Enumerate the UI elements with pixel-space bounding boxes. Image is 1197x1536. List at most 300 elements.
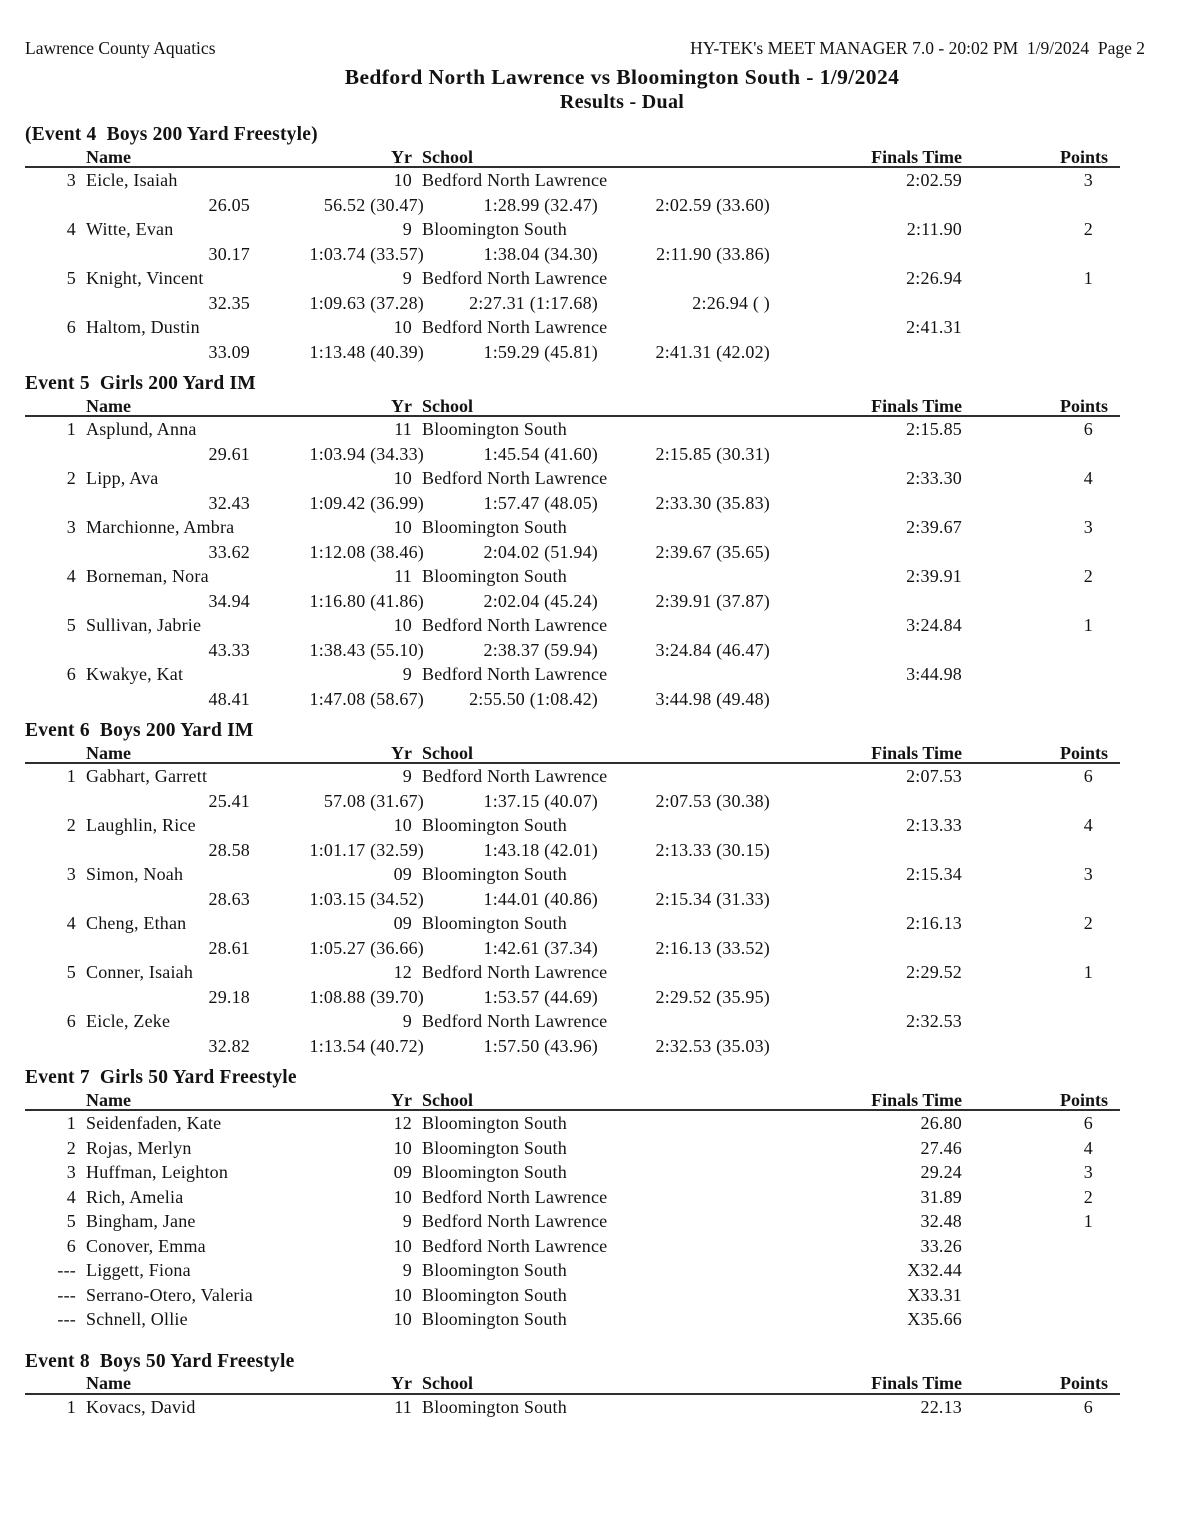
finals-time-value: 31.89 <box>920 1186 962 1207</box>
place-value: 5 <box>66 268 76 288</box>
place-value: 6 <box>66 1235 76 1256</box>
result-row <box>25 1395 1197 1420</box>
place-value: 2 <box>66 468 76 488</box>
swimmer-school: Bedford North Lawrence <box>422 962 608 982</box>
result-row <box>25 613 1197 638</box>
split-1: 29.18 <box>208 986 250 1007</box>
split-4: 2:15.85 (30.31) <box>655 443 770 464</box>
split-4: 2:29.52 (35.95) <box>655 986 770 1007</box>
swimmer-year: 11 <box>394 419 412 439</box>
col-name: Name <box>86 1373 131 1393</box>
split-4: 2:11.90 (33.86) <box>656 243 770 264</box>
swimmer-year: 10 <box>393 170 412 190</box>
swimmer-year: 10 <box>393 517 412 537</box>
split-1: 33.62 <box>208 541 250 562</box>
swimmer-name: Borneman, Nora <box>86 566 209 586</box>
col-place-spacer <box>25 148 76 167</box>
col-finals-time: Finals Time <box>871 742 962 763</box>
swimmer-year: 10 <box>393 468 412 488</box>
points-value: 1 <box>1083 268 1093 288</box>
splits-row <box>25 340 1197 365</box>
swimmer-year: 10 <box>393 1186 412 1207</box>
split-2: 1:05.27 (36.66) <box>309 937 424 958</box>
result-row <box>25 1283 1197 1308</box>
split-3: 1:38.04 (34.30) <box>483 243 598 264</box>
split-4: 2:07.53 (30.38) <box>655 790 770 811</box>
place-value: 6 <box>66 317 76 337</box>
splits-row <box>25 789 1197 814</box>
split-2: 1:47.08 (58.67) <box>309 688 424 709</box>
swimmer-name: Haltom, Dustin <box>86 317 200 337</box>
points-value: 1 <box>1083 1211 1093 1231</box>
event-rows <box>0 417 1197 711</box>
splits-row <box>25 838 1197 863</box>
split-2: 1:09.42 (36.99) <box>309 492 424 513</box>
place-value: 5 <box>66 615 76 635</box>
event-title: Event 6 Boys 200 Yard IM <box>25 720 254 741</box>
place-value: --- <box>57 1309 76 1329</box>
swimmer-year: 12 <box>393 1113 412 1133</box>
finals-time-value: 2:11.90 <box>906 219 962 239</box>
split-2: 1:09.63 (37.28) <box>309 292 424 313</box>
result-row <box>25 1111 1197 1136</box>
col-place-spacer <box>25 744 76 763</box>
split-2: 1:13.54 (40.72) <box>309 1035 424 1056</box>
result-row <box>25 1185 1197 1210</box>
event-section <box>0 123 1197 364</box>
swimmer-year: 10 <box>393 317 412 337</box>
swimmer-name: Gabhart, Garrett <box>86 766 208 786</box>
swimmer-year: 10 <box>393 615 412 635</box>
event-rows <box>0 1111 1197 1332</box>
split-4: 2:32.53 (35.03) <box>655 1035 770 1056</box>
swimmer-name: Asplund, Anna <box>86 419 197 439</box>
col-points: Points <box>1059 395 1108 416</box>
splits-row <box>25 589 1197 614</box>
result-row <box>25 217 1197 242</box>
split-4: 2:39.67 (35.65) <box>655 541 770 562</box>
swimmer-name: Conner, Isaiah <box>86 962 194 982</box>
finals-time-value: 2:15.85 <box>906 419 962 439</box>
place-value: 4 <box>66 566 76 586</box>
swimmer-name: Schnell, Ollie <box>86 1309 188 1329</box>
place-value: 4 <box>66 219 76 239</box>
swimmer-school: Bloomington South <box>422 517 567 537</box>
swimmer-school: Bedford North Lawrence <box>422 1186 608 1207</box>
col-points: Points <box>1059 146 1108 167</box>
place-value: 6 <box>66 664 76 684</box>
split-3: 2:27.31 (1:17.68) <box>469 292 598 313</box>
points-value: 3 <box>1083 170 1093 190</box>
result-row <box>25 862 1197 887</box>
split-3: 1:45.54 (41.60) <box>483 443 598 464</box>
swimmer-year: 11 <box>394 1396 412 1417</box>
swimmer-school: Bloomington South <box>422 419 567 439</box>
col-name: Name <box>86 146 131 167</box>
finals-time-value: X35.66 <box>907 1309 962 1329</box>
events <box>0 123 1197 1419</box>
title-block <box>0 65 1197 115</box>
split-3: 1:53.57 (44.69) <box>483 986 598 1007</box>
col-name: Name <box>86 1089 131 1110</box>
col-yr: Yr <box>391 395 412 416</box>
result-row <box>25 662 1197 687</box>
result-row <box>25 1209 1197 1234</box>
swimmer-year: 9 <box>402 1211 412 1231</box>
swimmer-year: 10 <box>393 815 412 835</box>
finals-time-value: 2:26.94 <box>906 268 962 288</box>
place-value: 1 <box>66 1396 76 1417</box>
split-1: 30.17 <box>208 243 250 264</box>
event-section <box>0 1350 1197 1420</box>
licensee-name: Lawrence County Aquatics <box>25 38 216 58</box>
split-4: 2:39.91 (37.87) <box>655 590 770 611</box>
splits-row <box>25 638 1197 663</box>
split-2: 1:03.94 (34.33) <box>309 443 424 464</box>
split-1: 34.94 <box>208 590 250 611</box>
points-value: 3 <box>1083 864 1093 884</box>
column-header-row <box>25 1374 1120 1395</box>
result-row <box>25 911 1197 936</box>
split-3: 1:57.47 (48.05) <box>483 492 598 513</box>
swimmer-year: 9 <box>402 219 412 239</box>
split-4: 2:02.59 (33.60) <box>655 194 770 215</box>
event-rows <box>0 168 1197 364</box>
points-value <box>962 1234 1108 1259</box>
result-row <box>25 1136 1197 1161</box>
swimmer-name: Serrano-Otero, Valeria <box>86 1284 253 1305</box>
swimmer-school: Bedford North Lawrence <box>422 1211 608 1231</box>
event-rows <box>0 1395 1197 1420</box>
swimmer-school: Bedford North Lawrence <box>422 468 608 488</box>
split-3: 1:59.29 (45.81) <box>483 341 598 362</box>
swimmer-year: 09 <box>393 864 412 884</box>
finals-time-value: 2:16.13 <box>906 913 962 933</box>
split-2: 1:03.15 (34.52) <box>309 888 424 909</box>
splits-row <box>25 1034 1197 1059</box>
swimmer-year: 10 <box>393 1235 412 1256</box>
column-header-row <box>25 397 1120 418</box>
finals-time-value: 33.26 <box>920 1235 962 1256</box>
result-row <box>25 515 1197 540</box>
swimmer-year: 09 <box>393 1162 412 1182</box>
swimmer-school: Bloomington South <box>422 864 567 884</box>
split-2: 1:01.17 (32.59) <box>309 839 424 860</box>
points-value: 6 <box>1083 419 1093 439</box>
points-value <box>962 315 1108 340</box>
col-yr: Yr <box>391 146 412 167</box>
document-header <box>0 38 1197 58</box>
swimmer-name: Simon, Noah <box>86 864 184 884</box>
points-value <box>962 1009 1108 1034</box>
swimmer-name: Marchionne, Ambra <box>86 517 235 537</box>
finals-time-value: 2:39.91 <box>906 566 962 586</box>
points-value: 1 <box>1083 962 1093 982</box>
swimmer-name: Eicle, Zeke <box>86 1011 171 1031</box>
split-1: 32.35 <box>208 292 250 313</box>
split-1: 28.58 <box>208 839 250 860</box>
place-value: 2 <box>66 815 76 835</box>
finals-time-value: 22.13 <box>920 1396 962 1417</box>
event-title: Event 7 Girls 50 Yard Freestyle <box>25 1067 297 1088</box>
points-value: 4 <box>1083 1137 1093 1158</box>
split-3: 2:38.37 (59.94) <box>483 639 598 660</box>
col-school: School <box>422 146 474 167</box>
col-finals-time: Finals Time <box>871 1089 962 1110</box>
finals-time-value: 3:44.98 <box>906 664 962 684</box>
place-value: --- <box>57 1260 76 1280</box>
split-2: 1:38.43 (55.10) <box>309 639 424 660</box>
place-value: --- <box>57 1284 76 1305</box>
meet-title: Bedford North Lawrence vs Bloomington South - 1/9/2024 <box>344 65 900 89</box>
swimmer-school: Bedford North Lawrence <box>422 664 608 684</box>
result-row <box>25 764 1197 789</box>
split-3: 1:28.99 (32.47) <box>483 194 598 215</box>
split-3: 1:37.15 (40.07) <box>483 790 598 811</box>
points-value: 6 <box>1083 1396 1093 1417</box>
split-4: 2:41.31 (42.02) <box>655 341 770 362</box>
points-value <box>962 1307 1108 1332</box>
split-4: 2:16.13 (33.52) <box>655 937 770 958</box>
place-value: 5 <box>66 1211 76 1231</box>
event-section <box>0 719 1197 1058</box>
swimmer-school: Bloomington South <box>422 1396 567 1417</box>
splits-row <box>25 291 1197 316</box>
finals-time-value: 2:07.53 <box>906 766 962 786</box>
col-yr: Yr <box>391 1089 412 1110</box>
swimmer-name: Rich, Amelia <box>86 1186 184 1207</box>
points-value: 2 <box>1083 913 1093 933</box>
split-2: 56.52 (30.47) <box>323 194 424 215</box>
result-row <box>25 813 1197 838</box>
swimmer-school: Bedford North Lawrence <box>422 170 608 190</box>
split-3: 1:44.01 (40.86) <box>483 888 598 909</box>
points-value: 6 <box>1083 766 1093 786</box>
points-value <box>962 662 1108 687</box>
swimmer-school: Bloomington South <box>422 1309 567 1329</box>
split-2: 1:03.74 (33.57) <box>309 243 424 264</box>
split-4: 2:33.30 (35.83) <box>655 492 770 513</box>
split-4: 3:44.98 (49.48) <box>655 688 770 709</box>
finals-time-value: 2:41.31 <box>906 317 962 337</box>
split-2: 1:08.88 (39.70) <box>309 986 424 1007</box>
swimmer-school: Bloomington South <box>422 1162 567 1182</box>
place-value: 3 <box>66 517 76 537</box>
split-2: 57.08 (31.67) <box>323 790 424 811</box>
swimmer-name: Kwakye, Kat <box>86 664 184 684</box>
swimmer-school: Bloomington South <box>422 1137 567 1158</box>
swimmer-year: 10 <box>393 1137 412 1158</box>
split-4: 2:26.94 ( ) <box>692 292 770 313</box>
swimmer-name: Kovacs, David <box>86 1396 196 1417</box>
place-value: 5 <box>66 962 76 982</box>
points-value: 2 <box>1083 1186 1093 1207</box>
splits-row <box>25 887 1197 912</box>
swimmer-name: Rojas, Merlyn <box>86 1137 192 1158</box>
result-row <box>25 168 1197 193</box>
col-finals-time: Finals Time <box>871 1373 962 1393</box>
finals-time-value: X33.31 <box>907 1284 962 1305</box>
finals-time-value: 27.46 <box>920 1137 962 1158</box>
points-value: 3 <box>1083 517 1093 537</box>
result-row <box>25 960 1197 985</box>
result-row <box>25 1307 1197 1332</box>
event-title: Event 8 Boys 50 Yard Freestyle <box>25 1350 295 1372</box>
result-row <box>25 315 1197 340</box>
swimmer-name: Eicle, Isaiah <box>86 170 178 190</box>
swimmer-name: Seidenfaden, Kate <box>86 1113 222 1133</box>
swimmer-year: 10 <box>393 1284 412 1305</box>
splits-row <box>25 985 1197 1010</box>
result-row <box>25 266 1197 291</box>
event-section <box>0 372 1197 711</box>
event-title: Event 5 Girls 200 Yard IM <box>25 373 256 394</box>
swimmer-school: Bedford North Lawrence <box>422 766 608 786</box>
splits-row <box>25 936 1197 961</box>
result-row <box>25 564 1197 589</box>
split-3: 2:55.50 (1:08.42) <box>469 688 598 709</box>
split-4: 2:13.33 (30.15) <box>655 839 770 860</box>
swimmer-school: Bloomington South <box>422 219 567 239</box>
col-school: School <box>422 1373 474 1393</box>
place-value: 4 <box>66 913 76 933</box>
points-value <box>962 1283 1108 1308</box>
splits-row <box>25 193 1197 218</box>
split-1: 33.09 <box>208 341 250 362</box>
finals-time-value: 2:29.52 <box>906 962 962 982</box>
swimmer-school: Bedford North Lawrence <box>422 317 608 337</box>
split-1: 29.61 <box>208 443 250 464</box>
swimmer-name: Liggett, Fiona <box>86 1260 191 1280</box>
swimmer-year: 12 <box>393 962 412 982</box>
swimmer-school: Bloomington South <box>422 566 567 586</box>
swimmer-name: Laughlin, Rice <box>86 815 196 835</box>
col-school: School <box>422 742 474 763</box>
col-points: Points <box>1059 1373 1108 1393</box>
finals-time-value: 2:33.30 <box>906 468 962 488</box>
finals-time-value: X32.44 <box>907 1260 962 1280</box>
splits-row <box>25 491 1197 516</box>
result-row <box>25 1234 1197 1259</box>
col-place-spacer <box>25 1091 76 1110</box>
splits-row <box>25 540 1197 565</box>
software-stamp: HY-TEK's MEET MANAGER 7.0 - 20:02 PM 1/9/2024 Page 2 <box>690 38 1145 58</box>
split-1: 32.82 <box>208 1035 250 1056</box>
split-4: 2:15.34 (31.33) <box>655 888 770 909</box>
swimmer-year: 9 <box>402 1260 412 1280</box>
col-school: School <box>422 395 474 416</box>
col-finals-time: Finals Time <box>871 395 962 416</box>
split-1: 48.41 <box>208 688 250 709</box>
swimmer-year: 09 <box>393 913 412 933</box>
swimmer-name: Knight, Vincent <box>86 268 204 288</box>
place-value: 1 <box>66 766 76 786</box>
finals-time-value: 29.24 <box>920 1162 962 1182</box>
split-3: 2:02.04 (45.24) <box>483 590 598 611</box>
place-value: 3 <box>66 170 76 190</box>
swimmer-year: 9 <box>402 268 412 288</box>
split-2: 1:13.48 (40.39) <box>309 341 424 362</box>
splits-row <box>25 242 1197 267</box>
splits-row <box>25 442 1197 467</box>
finals-time-value: 2:13.33 <box>906 815 962 835</box>
place-value: 4 <box>66 1186 76 1207</box>
swimmer-name: Bingham, Jane <box>86 1211 196 1231</box>
col-place-spacer <box>25 1374 76 1393</box>
event-section <box>0 1066 1197 1332</box>
split-1: 28.61 <box>208 937 250 958</box>
event-title: (Event 4 Boys 200 Yard Freestyle) <box>25 124 318 145</box>
swimmer-school: Bloomington South <box>422 815 567 835</box>
split-1: 28.63 <box>208 888 250 909</box>
swimmer-school: Bloomington South <box>422 1113 567 1133</box>
split-4: 3:24.84 (46.47) <box>655 639 770 660</box>
split-1: 32.43 <box>208 492 250 513</box>
event-rows <box>0 764 1197 1058</box>
swimmer-year: 10 <box>393 1309 412 1329</box>
place-value: 3 <box>66 864 76 884</box>
place-value: 1 <box>66 1113 76 1133</box>
swimmer-school: Bedford North Lawrence <box>422 1011 608 1031</box>
points-value <box>962 1258 1108 1283</box>
points-value: 1 <box>1083 615 1093 635</box>
col-yr: Yr <box>391 1373 412 1393</box>
swimmer-school: Bedford North Lawrence <box>422 1235 608 1256</box>
split-3: 1:57.50 (43.96) <box>483 1035 598 1056</box>
col-finals-time: Finals Time <box>871 146 962 167</box>
finals-time-value: 2:32.53 <box>906 1011 962 1031</box>
result-row <box>25 417 1197 442</box>
splits-row <box>25 687 1197 712</box>
swimmer-year: 11 <box>394 566 412 586</box>
split-3: 2:04.02 (51.94) <box>483 541 598 562</box>
finals-time-value: 2:15.34 <box>906 864 962 884</box>
swimmer-school: Bedford North Lawrence <box>422 268 608 288</box>
points-value: 2 <box>1083 566 1093 586</box>
points-value: 4 <box>1083 468 1093 488</box>
place-value: 6 <box>66 1011 76 1031</box>
result-row <box>25 1258 1197 1283</box>
place-value: 1 <box>66 419 76 439</box>
finals-time-value: 26.80 <box>920 1113 962 1133</box>
col-name: Name <box>86 742 131 763</box>
finals-time-value: 3:24.84 <box>906 615 962 635</box>
finals-time-value: 2:02.59 <box>906 170 962 190</box>
col-school: School <box>422 1089 474 1110</box>
split-3: 1:43.18 (42.01) <box>483 839 598 860</box>
swimmer-name: Huffman, Leighton <box>86 1162 229 1182</box>
points-value: 3 <box>1083 1162 1093 1182</box>
swimmer-name: Sullivan, Jabrie <box>86 615 202 635</box>
swimmer-year: 9 <box>402 766 412 786</box>
col-points: Points <box>1059 1089 1108 1110</box>
split-1: 26.05 <box>208 194 250 215</box>
column-header-row <box>25 744 1120 765</box>
col-yr: Yr <box>391 742 412 763</box>
swimmer-year: 9 <box>402 1011 412 1031</box>
split-2: 1:12.08 (38.46) <box>309 541 424 562</box>
finals-time-value: 32.48 <box>920 1211 962 1231</box>
place-value: 2 <box>66 1137 76 1158</box>
swimmer-school: Bloomington South <box>422 1284 567 1305</box>
swimmer-name: Conover, Emma <box>86 1235 206 1256</box>
swimmer-school: Bedford North Lawrence <box>422 615 608 635</box>
split-1: 43.33 <box>208 639 250 660</box>
col-points: Points <box>1059 742 1108 763</box>
points-value: 6 <box>1083 1113 1093 1133</box>
column-header-row <box>25 1091 1120 1112</box>
swimmer-name: Cheng, Ethan <box>86 913 187 933</box>
